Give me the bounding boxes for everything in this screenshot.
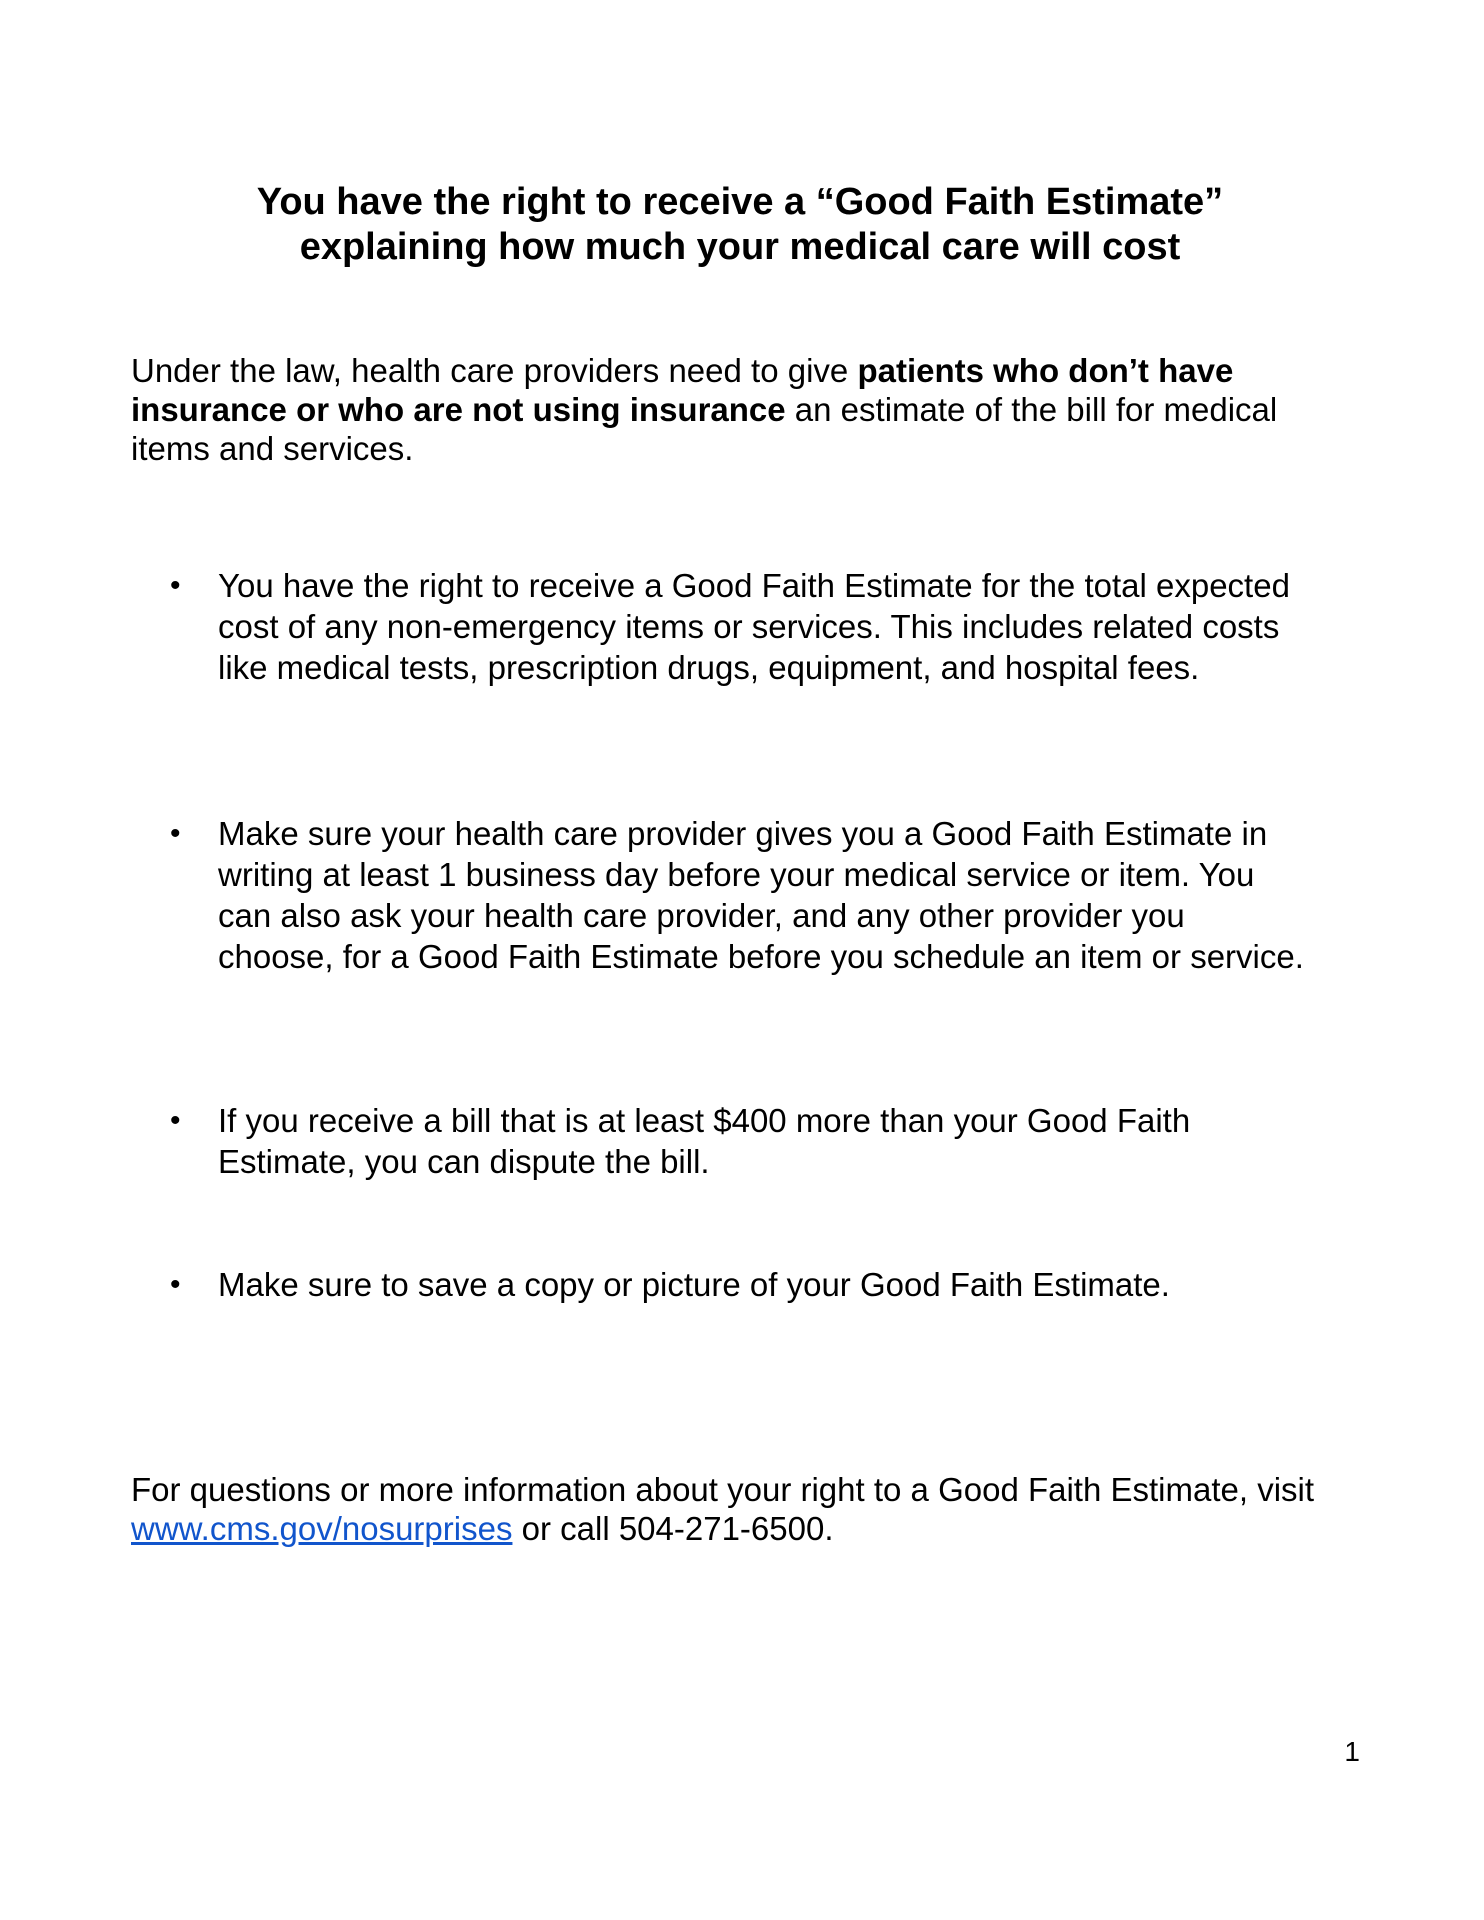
- intro-paragraph: [131, 351, 1361, 468]
- intro-text-end: an estimate of the bill for medical items and services.: [131, 391, 1278, 467]
- bullet-item-right-to-estimate: [170, 565, 1308, 688]
- title-line-2: explaining how much your medical care will cost: [299, 226, 1181, 268]
- page-number: 1: [1344, 1736, 1360, 1767]
- bullet-text: Make sure to save a copy or picture of your Good Faith Estimate.: [218, 1266, 1170, 1303]
- bullet-icon: •: [170, 817, 181, 850]
- intro-text-start: Under the law, health care providers need to give: [131, 352, 858, 389]
- bullet-text: You have the right to receive a Good Faith Estimate for the total expected cost of any non-emergency items or services. This includes related costs like medical tests, prescription drugs, equipment, and hospital fees.: [218, 567, 1290, 686]
- footer-text-start: For questions or more information about your right to a Good Faith Estimate, visit: [131, 1471, 1315, 1508]
- bullet-item-in-writing: [170, 813, 1308, 977]
- cms-nosurprises-link[interactable]: www.cms.gov/nosurprises: [131, 1510, 513, 1547]
- bullet-icon: •: [170, 1104, 181, 1137]
- bullet-item-save-copy: [170, 1264, 1308, 1305]
- bullet-item-dispute-bill: [170, 1100, 1308, 1182]
- bullet-text: If you receive a bill that is at least $400 more than your Good Faith Estimate, you can dispute the bill.: [218, 1102, 1191, 1180]
- page-title: [130, 180, 1350, 270]
- footer-paragraph: [131, 1470, 1391, 1548]
- title-line-1: You have the right to receive a “Good Faith Estimate”: [256, 181, 1224, 223]
- bullet-icon: •: [170, 1268, 181, 1301]
- footer-text-end: or call 504-271-6500.: [512, 1510, 834, 1547]
- intro-bold-text: patients who don’t have insurance or who are not using insurance: [131, 352, 1234, 428]
- bullet-icon: •: [170, 569, 181, 602]
- bullet-text: Make sure your health care provider gives you a Good Faith Estimate in writing at least 1 business day before your medical service or item. You can also ask your health care provider, and any other provider you choose, for a Good Faith Estimate before you schedule an item or service.: [218, 815, 1304, 975]
